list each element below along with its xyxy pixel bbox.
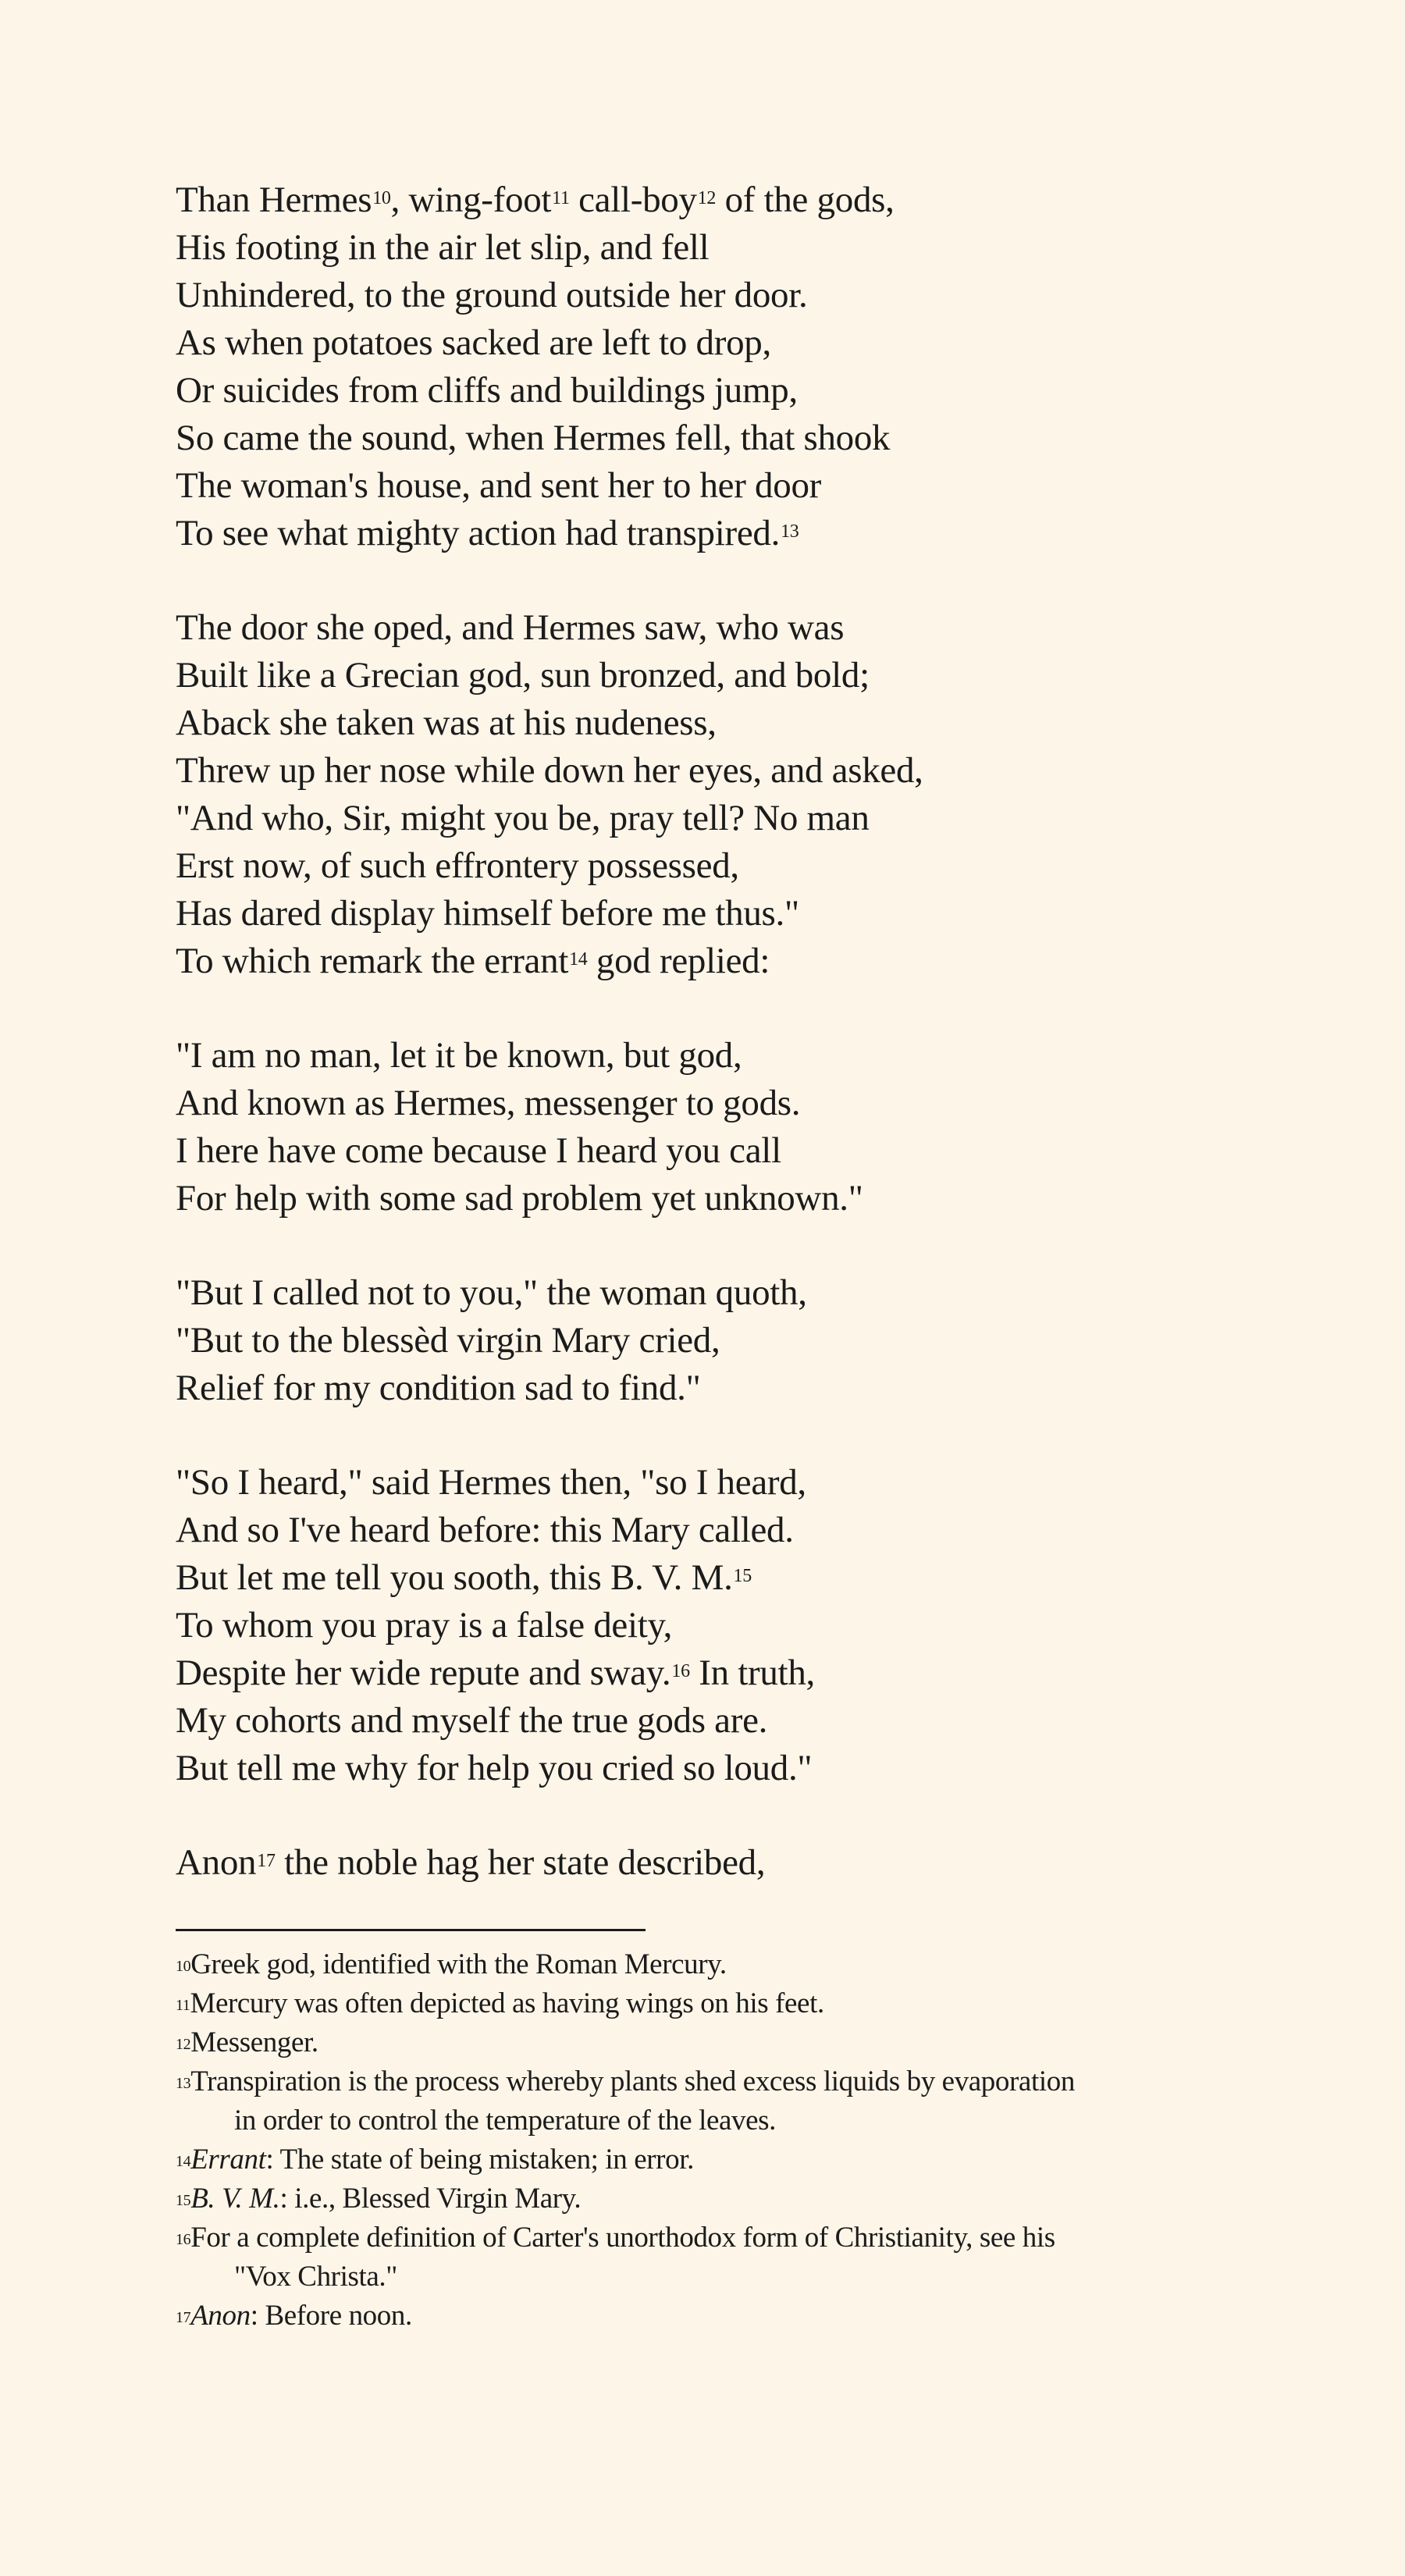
footnote-ref: 10 [372, 188, 391, 208]
footnote-number: 16 [176, 2231, 191, 2248]
poem-line: For help with some sad problem yet unknown." [176, 1178, 863, 1219]
poem-body [176, 176, 1268, 1934]
poem-line: And so I've heard before: this Mary called. [176, 1510, 794, 1550]
poem-line: "And who, Sir, might you be, pray tell? No man [176, 798, 870, 838]
poem-line: Built like a Grecian god, sun bronzed, and bold; [176, 655, 870, 696]
footnote-ref: 14 [569, 949, 588, 970]
poem-line: I here have come because I heard you call [176, 1130, 781, 1171]
poem-line: But let me tell you sooth, this B. V. M.$^{15}$ [176, 1557, 752, 1598]
poem-line: Has dared display himself before me thus." [176, 893, 799, 934]
poem-line: To whom you pray is a false deity, [176, 1605, 673, 1646]
poem-line: As when potatoes sacked are left to drop, [176, 322, 771, 363]
footnote-ref: 17 [257, 1851, 276, 1871]
poem-line: The woman's house, and sent her to her door [176, 465, 821, 506]
footnote: $^{11}$Mercury was often depicted as having wings on his feet. [176, 1987, 824, 2019]
poem-line: "I am no man, let it be known, but god, [176, 1035, 742, 1076]
footnote-number: 14 [176, 2153, 191, 2170]
footnote: $^{14}$Errant: The state of being mistaken; in error. [176, 2144, 694, 2176]
footnote: $^{10}$Greek god, identified with the Roman Mercury. [176, 1948, 727, 1980]
poem-line: Relief for my condition sad to find." [176, 1368, 701, 1408]
poem-line: Than Hermes$^{10}$, wing-foot$^{11}$ call-boy$^{12}$ of the gods, [176, 180, 895, 220]
footnote: $^{13}$Transpiration is the process whereby plants shed excess liquids by evaporation in order to control the temperature of the leaves. [176, 2065, 1075, 2137]
footnote: $^{17}$Anon: Before noon. [176, 2300, 412, 2332]
footnote-number: 12 [176, 2036, 191, 2053]
footnote-ref: 11 [552, 188, 570, 208]
poem-line: The door she oped, and Hermes saw, who was [176, 607, 845, 648]
stanza [176, 604, 1268, 985]
footnote-number: 11 [176, 1997, 190, 2014]
footnote-number: 17 [176, 2309, 191, 2326]
stanza [176, 1459, 1268, 1792]
stanza [176, 1032, 1268, 1222]
stanza [176, 1839, 1268, 1887]
footnotes [176, 1945, 1284, 2336]
poem-line: So came the sound, when Hermes fell, that shook [176, 418, 891, 458]
poem-line: My cohorts and myself the true gods are. [176, 1700, 768, 1741]
footnote-divider [176, 1929, 646, 1931]
footnote: $^{12}$Messenger. [176, 2026, 318, 2058]
poem-line: Threw up her nose while down her eyes, and asked, [176, 750, 923, 791]
poem-line: His footing in the air let slip, and fell [176, 227, 710, 268]
footnote-number: 15 [176, 2192, 191, 2209]
stanza [176, 1269, 1268, 1412]
footnote-ref: 15 [733, 1566, 752, 1586]
poem-line: Unhindered, to the ground outside her door. [176, 275, 808, 315]
poem-line: "But I called not to you," the woman quoth, [176, 1272, 807, 1313]
poem-line: Aback she taken was at his nudeness, [176, 703, 717, 743]
footnote: $^{15}$B. V. M.: i.e., Blessed Virgin Mary. [176, 2183, 582, 2215]
stanza [176, 176, 1268, 557]
poem-line: "So I heard," said Hermes then, "so I heard, [176, 1462, 806, 1503]
footnote-number: 13 [176, 2075, 191, 2092]
footnote-ref: 12 [697, 188, 717, 208]
footnote-number: 10 [176, 1958, 191, 1975]
footnote-ref: 13 [781, 521, 799, 542]
poem-line: "But to the blessèd virgin Mary cried, [176, 1320, 720, 1361]
footnote-ref: 16 [671, 1661, 690, 1681]
poem-line: And known as Hermes, messenger to gods. [176, 1083, 801, 1123]
footnote: $^{16}$For a complete definition of Carter's unorthodox form of Christianity, see his "Vox Christa." [176, 2222, 1055, 2293]
poem-line: Despite her wide repute and sway.$^{16}$ In truth, [176, 1653, 815, 1693]
poem-line: But tell me why for help you cried so loud." [176, 1748, 813, 1788]
poem-line: To which remark the errant$^{14}$ god replied: [176, 941, 770, 981]
poem-line: Anon$^{17}$ the noble hag her state described, [176, 1842, 766, 1883]
poem-line: Erst now, of such effrontery possessed, [176, 845, 739, 886]
poem-line: Or suicides from cliffs and buildings jump, [176, 370, 798, 411]
poem-line: To see what mighty action had transpired.$^{13}$ [176, 513, 799, 553]
